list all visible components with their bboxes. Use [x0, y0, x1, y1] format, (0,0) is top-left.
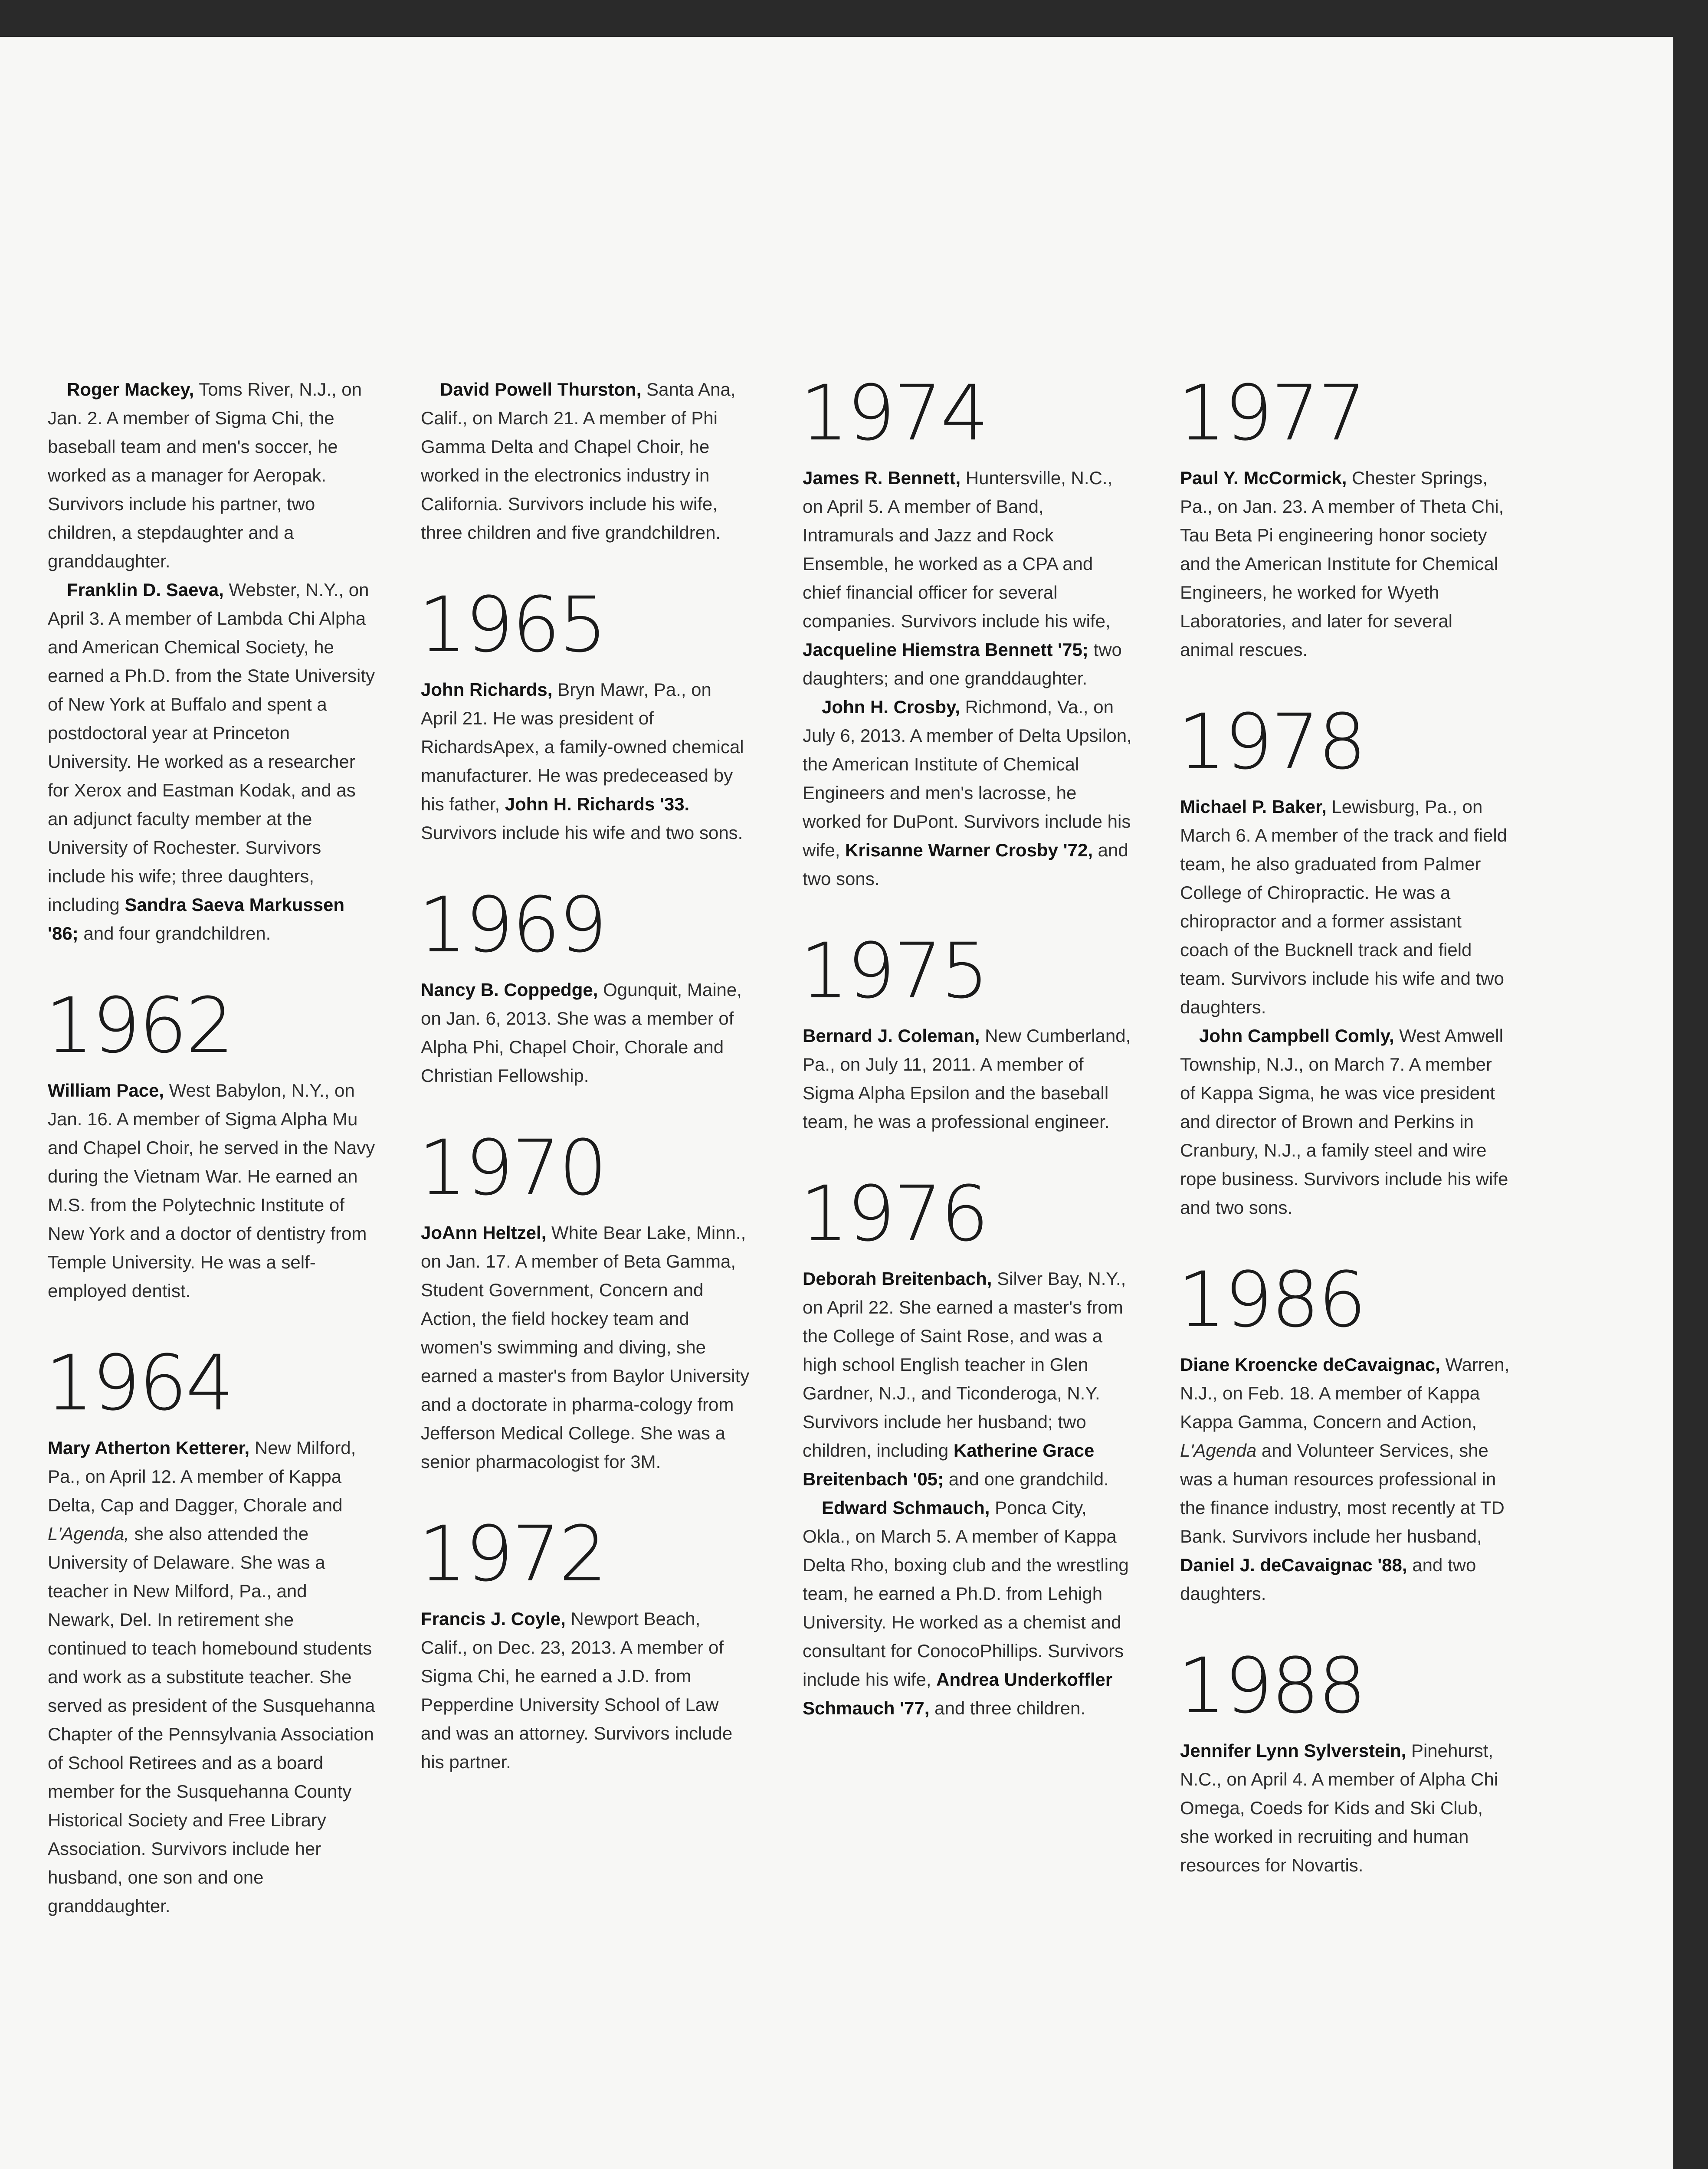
- obituary-text: Webster, N.Y., on April 3. A member of Lambda Chi Alpha and American Chemical Society, he earned a Ph.D. from the State University of New York at Buffalo and spent a postdoctoral year at Princeton University. He worked as a researcher for Xerox and Eastman Kodak, and as an adjunct faculty member at the University of Rochester. Survivors include his wife; three daughters, including: [48, 580, 375, 915]
- obituary-name: David Powell Thurston,: [440, 379, 642, 400]
- obituary-name: JoAnn Heltzel,: [421, 1222, 547, 1243]
- obituary-entry: [1180, 1350, 1510, 1608]
- obituary-name: Bernard J. Coleman,: [803, 1026, 980, 1046]
- obituary-text: Huntersville, N.C., on April 5. A member of Band, Intramurals and Jazz and Rock Ensemble, he worked as a CPA and chief financial officer for several companies. Survivors include his wife,: [803, 468, 1113, 631]
- alumni-name: Sandra Saeva Markussen '86;: [48, 894, 345, 944]
- obituary-name: John H. Crosby,: [822, 697, 960, 717]
- alumni-name: Andrea Underkoffler Schmauch '77,: [803, 1669, 1113, 1718]
- obituary-name: Edward Schmauch,: [822, 1497, 990, 1518]
- alumni-name: Katherine Grace Breitenbach '05;: [803, 1440, 1095, 1489]
- obituary-entry: [803, 693, 1132, 893]
- obituary-name: James R. Bennett,: [803, 468, 961, 488]
- obituary-text: and three children.: [929, 1698, 1086, 1718]
- obituary-entry: [421, 976, 751, 1090]
- obituary-text: West Amwell Township, N.J., on March 7. A member of Kappa Sigma, he was vice president and director of Brown and Perkins in Cranbury, N.J., a family steel and wire rope business. Survivors include his wife and two sons.: [1180, 1026, 1508, 1218]
- obituary-text: Newport Beach, Calif., on Dec. 23, 2013. A member of Sigma Chi, he earned a J.D. from Pepperdine University School of Law and was an attorney. Survivors include his partner.: [421, 1609, 733, 1772]
- class-year-heading: 1986: [1177, 1255, 1365, 1344]
- class-year-heading: 1975: [800, 927, 987, 1016]
- obituary-text: Silver Bay, N.Y., on April 22. She earned a master's from the College of Saint Rose, and was a high school English teacher in Glen Gardner, N.J., and Ticonderoga, N.Y. Survivors include her husband; two children, including: [803, 1268, 1126, 1461]
- obituary-name: Mary Atherton Ketterer,: [48, 1438, 250, 1458]
- obituary-name: Roger Mackey,: [67, 379, 194, 400]
- class-year-heading: 1972: [418, 1510, 606, 1599]
- publication-title: L'Agenda,: [48, 1524, 129, 1544]
- obituary-name: John Richards,: [421, 679, 553, 700]
- alumni-name: John H. Richards '33.: [505, 794, 690, 814]
- obituary-entry: [803, 1022, 1132, 1136]
- obituary-text: Richmond, Va., on July 6, 2013. A member of Delta Upsilon, the American Institute of Chemical Engineers and men's lacrosse, he worked for DuPont. Survivors include his wife,: [803, 697, 1132, 860]
- obituary-text: and one grandchild.: [944, 1469, 1109, 1489]
- obituary-text: Warren, N.J., on Feb. 18. A member of Kappa Kappa Gamma, Concern and Action,: [1180, 1354, 1510, 1432]
- obituary-entry: [421, 1219, 751, 1476]
- obituary-text: and two sons.: [803, 840, 1128, 889]
- obituary-text: two daughters; and one granddaughter.: [803, 639, 1122, 688]
- obituary-text: Bryn Mawr, Pa., on April 21. He was president of RichardsApex, a family-owned chemical manufacturer. He was predeceased by his father,: [421, 679, 744, 814]
- obituary-text: White Bear Lake, Minn., on Jan. 17. A member of Beta Gamma, Student Government, Concern and Action, the field hockey team and women's swimming and diving, she earned a master's from Baylor University and a doctorate in pharma-cology from Jefferson Medical College. She was a senior pharmacologist for 3M.: [421, 1222, 750, 1472]
- obituary-entry: [803, 1494, 1132, 1723]
- class-year-heading: 1974: [800, 369, 987, 458]
- column-2: [418, 375, 751, 1776]
- obituary-entry: [803, 1265, 1132, 1494]
- alumni-name: Krisanne Warner Crosby '72,: [845, 840, 1093, 860]
- obituary-entry: [48, 375, 377, 576]
- obituary-name: Michael P. Baker,: [1180, 796, 1327, 817]
- obituary-entry: [48, 576, 377, 948]
- obituary-text: and Volunteer Services, she was a human resources professional in the finance industry, most recently at TD Bank. Survivors include her husband,: [1180, 1440, 1505, 1546]
- column-3: [800, 369, 1132, 1723]
- obituary-text: Santa Ana, Calif., on March 21. A member of Phi Gamma Delta and Chapel Choir, he worked in the electronics industry in California. Survivors include his wife, three children and five grandchildren.: [421, 379, 736, 543]
- obituary-entry: [1180, 464, 1510, 664]
- alumni-name: Daniel J. deCavaignac '88,: [1180, 1555, 1407, 1575]
- class-year-heading: 1978: [1177, 698, 1365, 786]
- obituary-name: Nancy B. Coppedge,: [421, 980, 598, 1000]
- obituary-text: Ponca City, Okla., on March 5. A member of Kappa Delta Rho, boxing club and the wrestling team, he earned a Ph.D. from Lehigh University. He worked as a chemist and consultant for ConocoPhillips. Survivors include his wife,: [803, 1497, 1129, 1690]
- obituary-entry: [48, 1076, 377, 1305]
- obituary-entry: [1180, 1737, 1510, 1880]
- class-year-heading: 1976: [800, 1170, 987, 1258]
- obituary-entry: [421, 675, 751, 847]
- obituary-name: Diane Kroencke deCavaignac,: [1180, 1354, 1440, 1375]
- class-year-heading: 1964: [45, 1339, 233, 1428]
- obituary-text: she also attended the University of Delaware. She was a teacher in New Milford, Pa., and Newark, Del. In retirement she continued to teach homebound students and work as a substitute teacher. She served as president of the Susquehanna Chapter of the Pennsylvania Association of School Retirees and as a board member for the Susquehanna County Historical Society and Free Library Association. Survivors include her husband, one son and one granddaughter.: [48, 1524, 375, 1916]
- obituary-text: Lewisburg, Pa., on March 6. A member of the track and field team, he also graduated from Palmer College of Chiropractic. He was a chiropractor and a former assistant coach of the Bucknell track and field team. Survivors include his wife and two daughters.: [1180, 796, 1508, 1017]
- obituary-entry: [48, 1434, 377, 1920]
- scan-border-top: [0, 0, 1708, 37]
- class-year-heading: 1988: [1177, 1641, 1365, 1730]
- obituary-name: Franklin D. Saeva,: [67, 580, 224, 600]
- magazine-page: [0, 37, 1673, 2169]
- obituary-name: John Campbell Comly,: [1199, 1026, 1394, 1046]
- publication-title: L'Agenda: [1180, 1440, 1257, 1461]
- obituary-text: Survivors include his wife and two sons.: [421, 822, 743, 843]
- scan-border-right: [1673, 0, 1708, 2169]
- obituary-entry: [1180, 793, 1510, 1022]
- obituary-text: New Milford, Pa., on April 12. A member of Kappa Delta, Cap and Dagger, Chorale and: [48, 1438, 356, 1515]
- obituary-entry: [1180, 1022, 1510, 1222]
- obituary-name: Deborah Breitenbach,: [803, 1268, 992, 1289]
- obituary-text: Toms River, N.J., on Jan. 2. A member of Sigma Chi, the baseball team and men's soccer, he worked as a manager for Aeropak. Survivors include his partner, two children, a stepdaughter and a granddaughter.: [48, 379, 362, 571]
- class-year-heading: 1970: [418, 1124, 606, 1212]
- obituary-name: Francis J. Coyle,: [421, 1609, 566, 1629]
- obituary-entry: [803, 464, 1132, 693]
- column-1: [45, 375, 377, 1920]
- obituary-name: William Pace,: [48, 1080, 164, 1101]
- obituary-entry: [421, 1605, 751, 1776]
- alumni-name: Jacqueline Hiemstra Bennett '75;: [803, 639, 1088, 660]
- obituary-text: and four grandchildren.: [78, 923, 271, 944]
- obituary-text: and two daughters.: [1180, 1555, 1476, 1604]
- obituary-text: New Cumberland, Pa., on July 11, 2011. A member of Sigma Alpha Epsilon and the baseball team, he was a professional engineer.: [803, 1026, 1131, 1132]
- obituary-text: Chester Springs, Pa., on Jan. 23. A member of Theta Chi, Tau Beta Pi engineering honor society and the American Institute for Chemical Engineers, he worked for Wyeth Laboratories, and later for several animal rescues.: [1180, 468, 1504, 660]
- obituary-name: Paul Y. McCormick,: [1180, 468, 1347, 488]
- obituary-text: Ogunquit, Maine, on Jan. 6, 2013. She was a member of Alpha Phi, Chapel Choir, Chorale and Christian Fellowship.: [421, 980, 742, 1086]
- column-4: [1177, 369, 1510, 1880]
- obituary-entry: [421, 375, 751, 547]
- class-year-heading: 1969: [418, 881, 606, 970]
- obituary-text: West Babylon, N.Y., on Jan. 16. A member of Sigma Alpha Mu and Chapel Choir, he served in the Navy during the Vietnam War. He earned an M.S. from the Polytechnic Institute of New York and a doctor of dentistry from Temple University. He was a self-employed dentist.: [48, 1080, 375, 1301]
- obituary-name: Jennifer Lynn Sylverstein,: [1180, 1740, 1406, 1761]
- obituary-text: Pinehurst, N.C., on April 4. A member of Alpha Chi Omega, Coeds for Kids and Ski Club, she worked in recruiting and human resources for Novartis.: [1180, 1740, 1498, 1875]
- class-year-heading: 1965: [418, 580, 606, 669]
- class-year-heading: 1977: [1177, 369, 1365, 458]
- class-year-heading: 1962: [45, 981, 233, 1070]
